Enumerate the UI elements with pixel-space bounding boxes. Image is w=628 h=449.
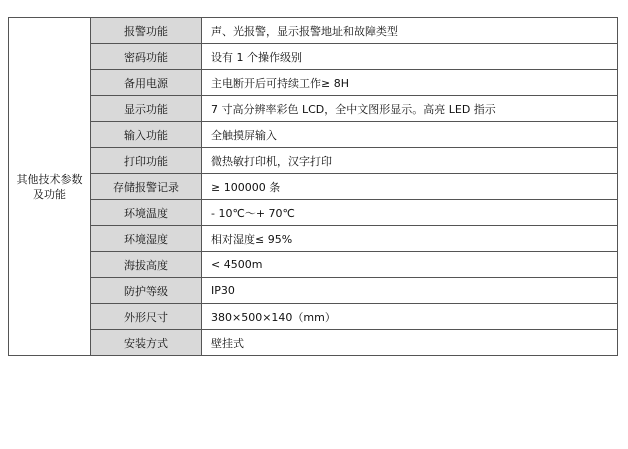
param-name-cell: 海拔高度 — [91, 252, 202, 278]
param-name-cell: 输入功能 — [91, 122, 202, 148]
table-row — [9, 200, 618, 226]
spec-table-body — [9, 18, 618, 356]
param-value-cell: ≥ 100000 条 — [202, 174, 618, 200]
param-value-cell: 微热敏打印机，汉字打印 — [202, 148, 618, 174]
table-row — [9, 174, 618, 200]
param-name-cell: 外形尺寸 — [91, 304, 202, 330]
table-row — [9, 18, 618, 44]
param-value-cell: 设有 1 个操作级别 — [202, 44, 618, 70]
param-name-cell: 环境湿度 — [91, 226, 202, 252]
param-name-cell: 显示功能 — [91, 96, 202, 122]
table-row — [9, 70, 618, 96]
param-value-cell: 主电断开后可持续工作≥ 8H — [202, 70, 618, 96]
group-label-line1: 其他技术参数 — [16, 172, 83, 186]
spec-table — [8, 17, 618, 356]
param-value-cell: 7 寸高分辨率彩色 LCD，全中文图形显示。高亮 LED 指示 — [202, 96, 618, 122]
param-value-cell: 相对湿度≤ 95% — [202, 226, 618, 252]
param-name-cell: 防护等级 — [91, 278, 202, 304]
param-value-cell: 壁挂式 — [202, 330, 618, 356]
param-name-cell: 密码功能 — [91, 44, 202, 70]
table-row — [9, 330, 618, 356]
group-label-cell — [9, 18, 91, 356]
param-name-cell: 环境温度 — [91, 200, 202, 226]
param-name-cell: 备用电源 — [91, 70, 202, 96]
param-value-cell: - 10℃～+ 70℃ — [202, 200, 618, 226]
group-label-line2: 及功能 — [33, 187, 66, 201]
param-value-cell: 声、光报警，显示报警地址和故障类型 — [202, 18, 618, 44]
param-value-cell: 380×500×140（mm） — [202, 304, 618, 330]
table-row — [9, 304, 618, 330]
param-value-cell: 全触摸屏输入 — [202, 122, 618, 148]
param-name-cell: 打印功能 — [91, 148, 202, 174]
param-name-cell: 存储报警记录 — [91, 174, 202, 200]
param-value-cell: < 4500m — [202, 252, 618, 278]
param-value-cell: IP30 — [202, 278, 618, 304]
table-row — [9, 44, 618, 70]
table-row — [9, 96, 618, 122]
table-row — [9, 252, 618, 278]
table-row — [9, 148, 618, 174]
table-row — [9, 122, 618, 148]
param-name-cell: 报警功能 — [91, 18, 202, 44]
param-name-cell: 安装方式 — [91, 330, 202, 356]
table-row — [9, 226, 618, 252]
table-row — [9, 278, 618, 304]
